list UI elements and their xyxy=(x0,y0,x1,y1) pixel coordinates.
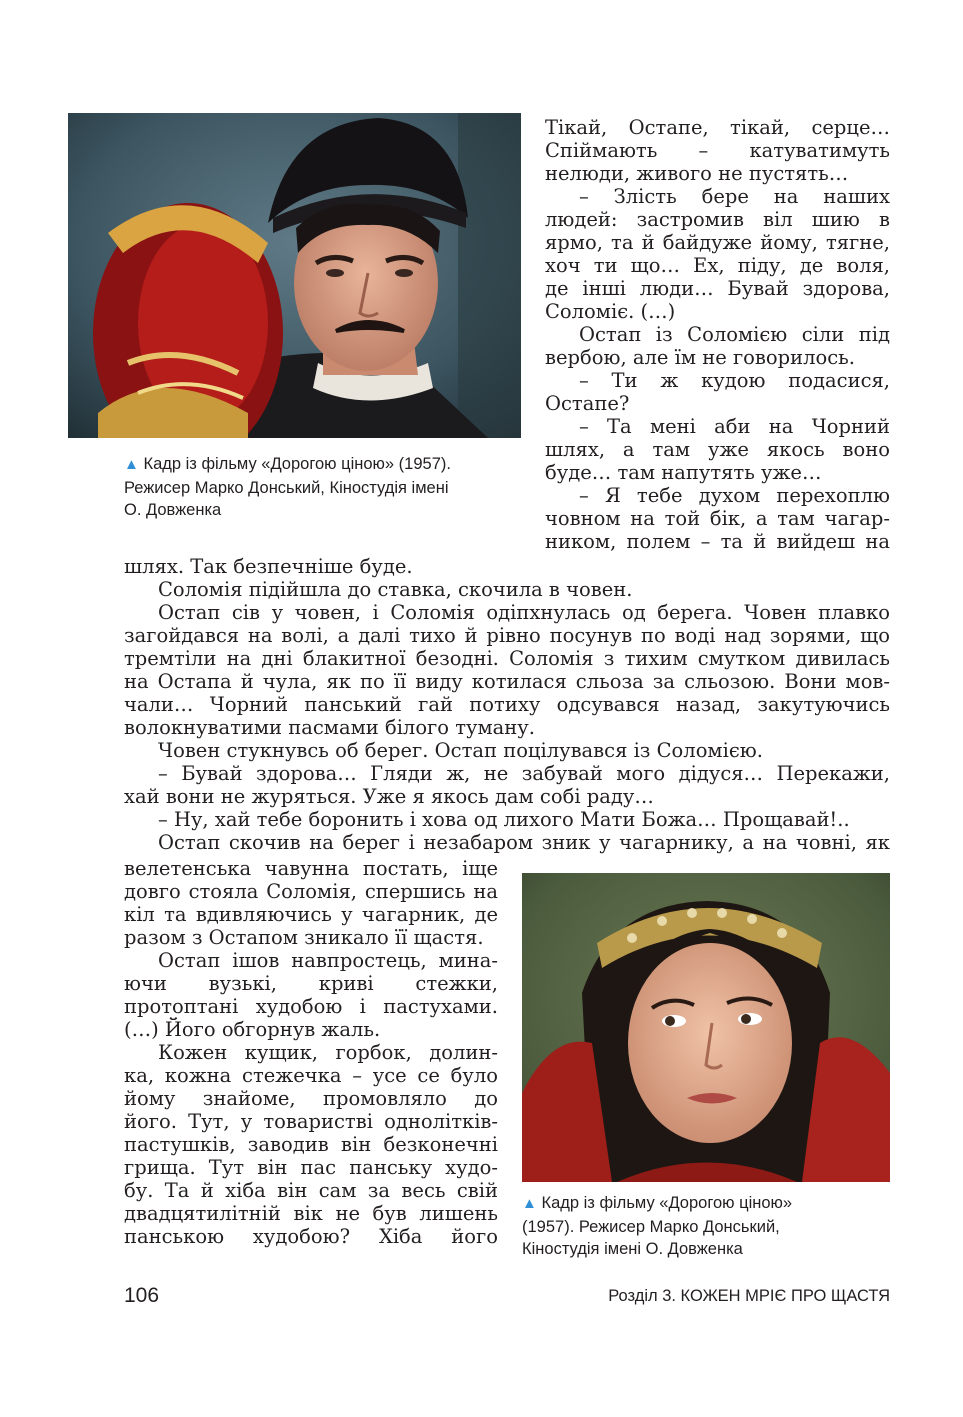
right-column-line: Остап із Соломією сіли під xyxy=(579,323,890,346)
right-column-line: вербою, але їм не говорилось. xyxy=(545,346,855,369)
body-line: загойдався на волі, а далі тихо й рівно посунув по воді над зорями, що xyxy=(124,624,890,647)
right-column-line: – Ти ж кудою подасися, xyxy=(579,369,890,392)
body-line: шлях. Так безпечніше буде. xyxy=(124,555,413,578)
left-column-line: пастушків, заводив він безконечні xyxy=(124,1133,498,1156)
right-column-line: нелюди, живого не пустять… xyxy=(545,162,849,185)
caption-1-line-3: О. Довженка xyxy=(124,501,222,519)
right-column-line: хоч ти що… Ех, піду, де воля, xyxy=(545,254,890,277)
body-line: на Остапа й чула, як по її виду котилася сльоза за сльозою. Вони мов- xyxy=(124,670,890,693)
right-column-line: буде… там напутять уже… xyxy=(545,461,822,484)
caption-2-line-3: Кіностудія імені О. Довженка xyxy=(522,1240,743,1258)
page-number: 106 xyxy=(124,1284,160,1307)
right-column-line: – Та мені аби на Чорний xyxy=(579,415,890,438)
triangle-icon: ▲ xyxy=(124,456,139,473)
ostap-portrait-image xyxy=(68,113,521,438)
right-column-line: човном на той бік, а там чагар- xyxy=(545,507,890,530)
film-still-solomiya xyxy=(522,873,890,1182)
left-column-line: панською худобою? Хіба його xyxy=(124,1225,498,1248)
right-column-line: Спіймають – катуватимуть xyxy=(545,139,890,162)
right-column-line: людей: застромив віл шию в xyxy=(545,208,890,231)
film-still-ostap xyxy=(68,113,521,438)
body-line: чали… Чорний панський гай потиху одсувався назад, закутуючись xyxy=(124,693,890,716)
right-column-line: – Злість бере на наших xyxy=(579,185,890,208)
left-column-line: двадцятилітній вік не був лишень xyxy=(124,1202,498,1225)
caption-1-line-2: Режисер Марко Донський, Кіностудія імені xyxy=(124,478,449,497)
figure-caption-2 xyxy=(522,1192,890,1261)
right-column-line: Соломіє. (…) xyxy=(545,300,676,323)
solomiya-portrait-image xyxy=(522,873,890,1182)
right-column-line: ярмо, та й байдуже йому, тягне, xyxy=(545,231,890,254)
triangle-icon: ▲ xyxy=(522,1195,537,1212)
body-line: хай вони не журяться. Уже я якось дам собі раду… xyxy=(124,785,654,808)
left-column-line: велетенська чавунна постать, іще xyxy=(124,857,498,880)
body-line: – Бувай здорова… Гляди ж, не забувай мого дідуся… Перекажи, xyxy=(158,762,890,785)
body-line: Остап скочив на берег і незабаром зник у чагарнику, а на човні, як xyxy=(158,831,890,854)
left-column-line: кіл та вдивляючись у чагарник, де xyxy=(124,903,498,926)
left-column-line: грища. Тут він пас панську худо- xyxy=(124,1156,498,1179)
right-column-line: ником, полем – та й вийдеш на xyxy=(545,530,890,553)
left-column-line: Остап ішов навпростець, мина- xyxy=(158,949,498,972)
body-line: тремтіли на дні блакитної безодні. Соломія з тихим смутком дивилась xyxy=(124,647,890,670)
right-column-line: де інші люди… Бувай здорова, xyxy=(545,277,890,300)
right-column-line: Тікай, Остапе, тікай, серце… xyxy=(545,116,890,139)
caption-2-line-1: Кадр із фільму «Дорогою ціною» xyxy=(541,1194,793,1212)
caption-2-line-2: (1957). Режисер Марко Донський, xyxy=(522,1217,780,1236)
right-column-line: – Я тебе духом перехоплю xyxy=(579,484,890,507)
left-column-line: ючи вузькі, криві стежки, xyxy=(124,972,498,995)
section-title: Розділ 3. КОЖЕН МРІЄ ПРО ЩАСТЯ xyxy=(608,1287,890,1305)
left-column-line: його. Тут, у товаристві однолітків- xyxy=(124,1110,498,1133)
left-column-line: Кожен кущик, горбок, долин- xyxy=(158,1041,498,1064)
body-line: Соломія підійшла до ставка, скочила в човен. xyxy=(158,578,633,601)
body-line: волокнуватими пасмами білого туману. xyxy=(124,716,535,739)
left-column-line: довго стояла Соломія, спершись на xyxy=(124,880,498,903)
caption-1-line-1: Кадр із фільму «Дорогою ціною» (1957). xyxy=(143,455,451,473)
right-column-line: шлях, а там уже якось воно xyxy=(545,438,890,461)
left-column-line: йому знайоме, промовляло до xyxy=(124,1087,498,1110)
left-column-line: (…) Його обгорнув жаль. xyxy=(124,1018,381,1041)
body-line: Остап сів у човен, і Соломія одіпхнулась од берега. Човен плавко xyxy=(158,601,890,624)
left-column-line: протоптані худобою і пастухами. xyxy=(124,995,498,1018)
body-line: Човен стукнувсь об берег. Остап поцілувався із Соломією. xyxy=(158,739,763,762)
left-column-line: бу. Та й хіба він сам за весь свій xyxy=(124,1179,498,1202)
right-column-line: Остапе? xyxy=(545,392,630,415)
body-line: – Ну, хай тебе боронить і хова од лихого Мати Божа… Прощавай!.. xyxy=(158,808,850,831)
figure-caption-1 xyxy=(124,453,524,522)
left-column-line: разом з Остапом зникало її щастя. xyxy=(124,926,484,949)
left-column-line: ка, кожна стежечка – усе се було xyxy=(124,1064,498,1087)
